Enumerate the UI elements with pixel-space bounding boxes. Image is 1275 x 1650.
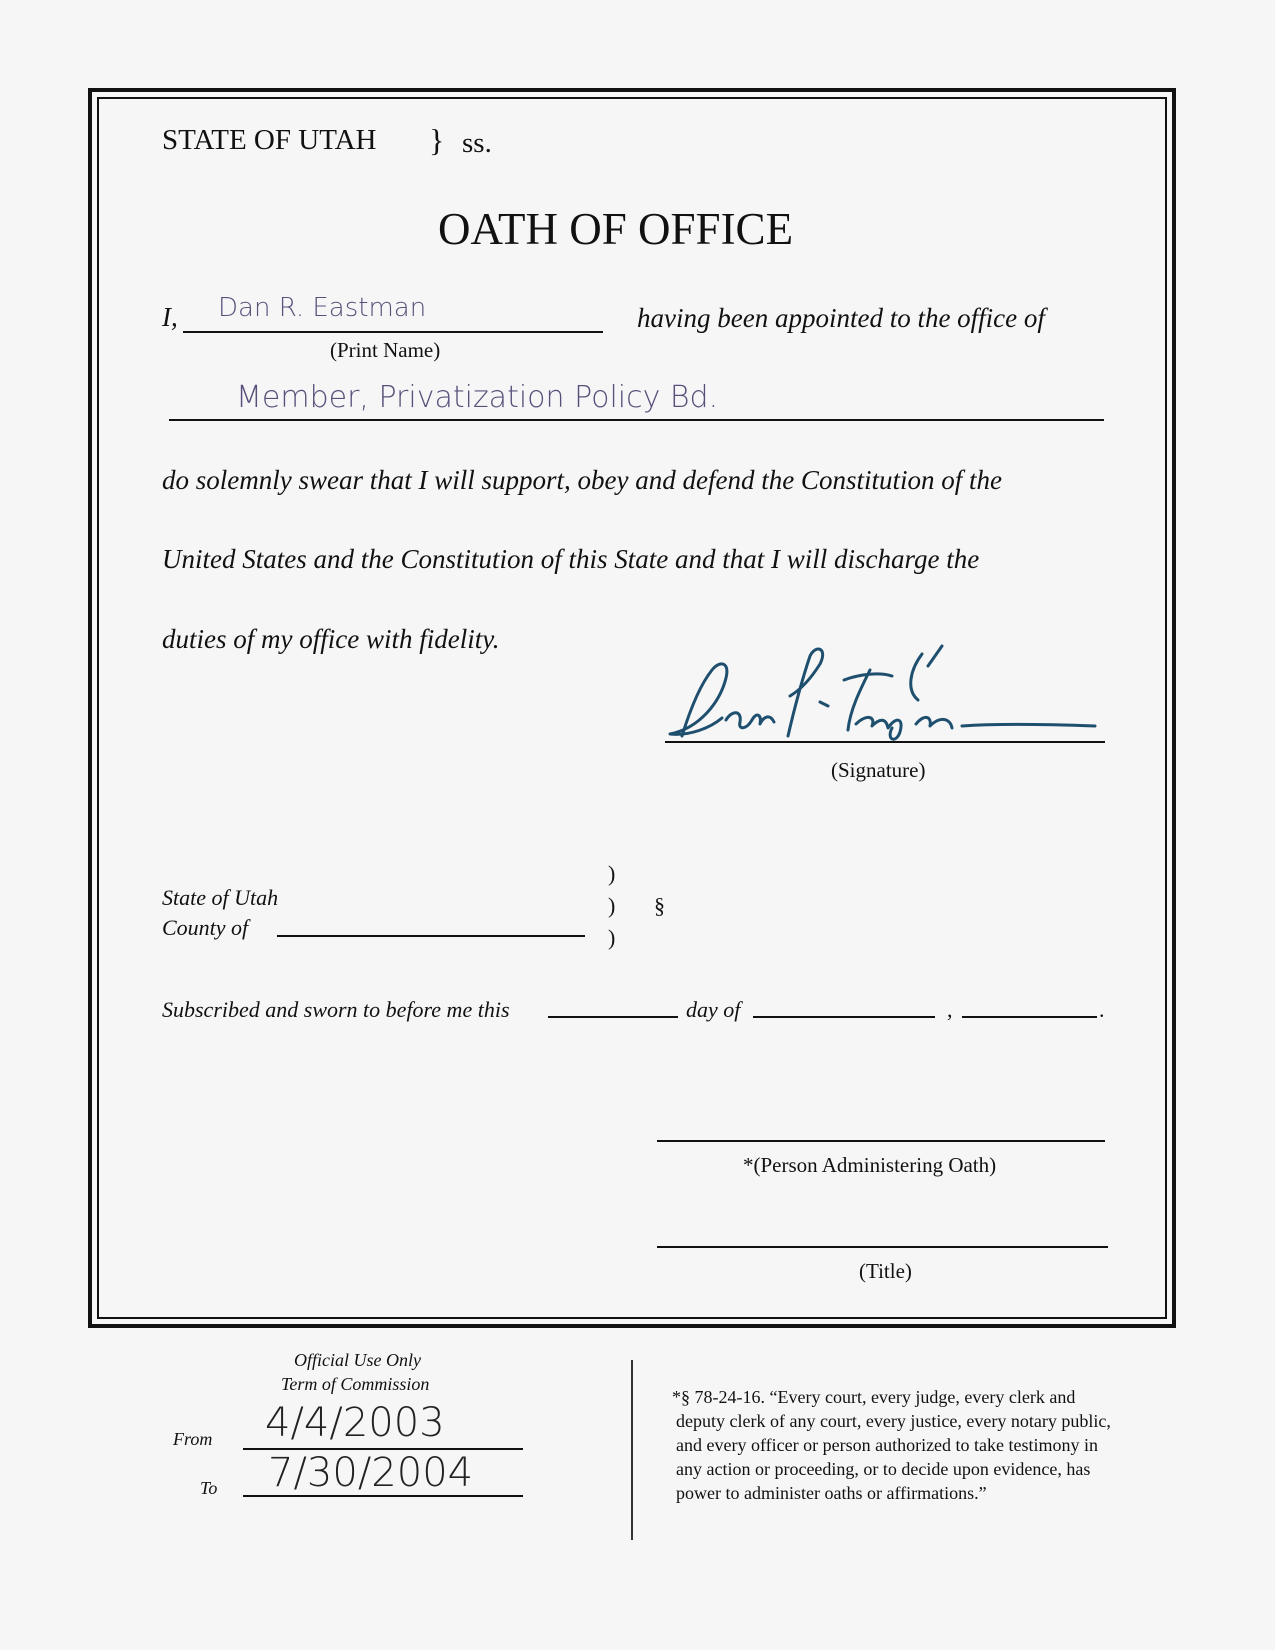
- state-heading-text: STATE OF UTAH: [162, 124, 377, 156]
- oath-body-line-2: United States and the Constitution of this State and that I will discharge the: [162, 544, 980, 574]
- from-date-value: 4/4/2003: [265, 1400, 445, 1446]
- jurat-comma: ,: [947, 997, 953, 1022]
- office-line: [169, 419, 1104, 421]
- title-line: [657, 1246, 1108, 1248]
- to-label: To: [200, 1478, 218, 1498]
- county-line: [277, 935, 585, 937]
- administrator-line: [657, 1140, 1105, 1142]
- administrator-caption: *(Person Administering Oath): [743, 1153, 997, 1177]
- jurat-year-line: [962, 1016, 1097, 1018]
- jurat-text: Subscribed and sworn to before me this: [162, 997, 510, 1022]
- jurat-month-line: [753, 1016, 935, 1018]
- brace: }: [429, 122, 445, 158]
- ss-label: ss.: [462, 127, 492, 159]
- official-use-heading: Official Use Only: [294, 1350, 421, 1370]
- pronoun-i: I,: [162, 302, 178, 332]
- jurat-day-line: [548, 1016, 678, 1018]
- state-of-utah-label: State of Utah: [162, 885, 279, 910]
- office-value: Member, Privatization Policy Bd.: [236, 380, 719, 415]
- oath-body-line-1: do solemnly swear that I will support, obey and defend the Constitution of the: [162, 465, 1002, 495]
- to-date-value: 7/30/2004: [268, 1450, 474, 1496]
- footnote-line-5: power to administer oaths or affirmations.”: [676, 1483, 987, 1503]
- footer-divider: [631, 1360, 633, 1540]
- print-name-line: [183, 331, 603, 333]
- print-name-caption: (Print Name): [330, 338, 441, 362]
- signature-line: [665, 741, 1105, 743]
- appointed-text: having been appointed to the office of: [637, 303, 1045, 333]
- print-name-value: Dan R. Eastman: [218, 293, 427, 323]
- to-line: [243, 1495, 523, 1497]
- county-label: County of: [162, 915, 249, 940]
- signature-caption: (Signature): [831, 758, 926, 782]
- oath-body-line-3: duties of my office with fidelity.: [162, 624, 500, 654]
- footnote-line-4: any action or proceeding, or to decide upon evidence, has: [676, 1459, 1091, 1479]
- section-symbol: §: [654, 893, 665, 918]
- state-heading: [162, 124, 376, 157]
- footnote-line-1: *§ 78-24-16. “Every court, every judge, every clerk and: [672, 1387, 1076, 1407]
- jurat-day-of: day of: [686, 997, 741, 1022]
- title-caption: (Title): [859, 1259, 912, 1283]
- venue-paren-1: ): [608, 861, 616, 886]
- form-title: OATH OF OFFICE: [438, 204, 794, 254]
- footnote-line-2: deputy clerk of any court, every justice, every notary public,: [676, 1411, 1111, 1431]
- jurat-period: .: [1099, 997, 1105, 1022]
- venue-paren-2: ): [608, 893, 616, 918]
- from-label: From: [173, 1429, 213, 1449]
- footnote-line-3: and every officer or person authorized to take testimony in: [676, 1435, 1099, 1455]
- signature-image: [660, 640, 1100, 750]
- venue-paren-3: ): [608, 925, 616, 950]
- term-of-commission-heading: Term of Commission: [281, 1374, 430, 1394]
